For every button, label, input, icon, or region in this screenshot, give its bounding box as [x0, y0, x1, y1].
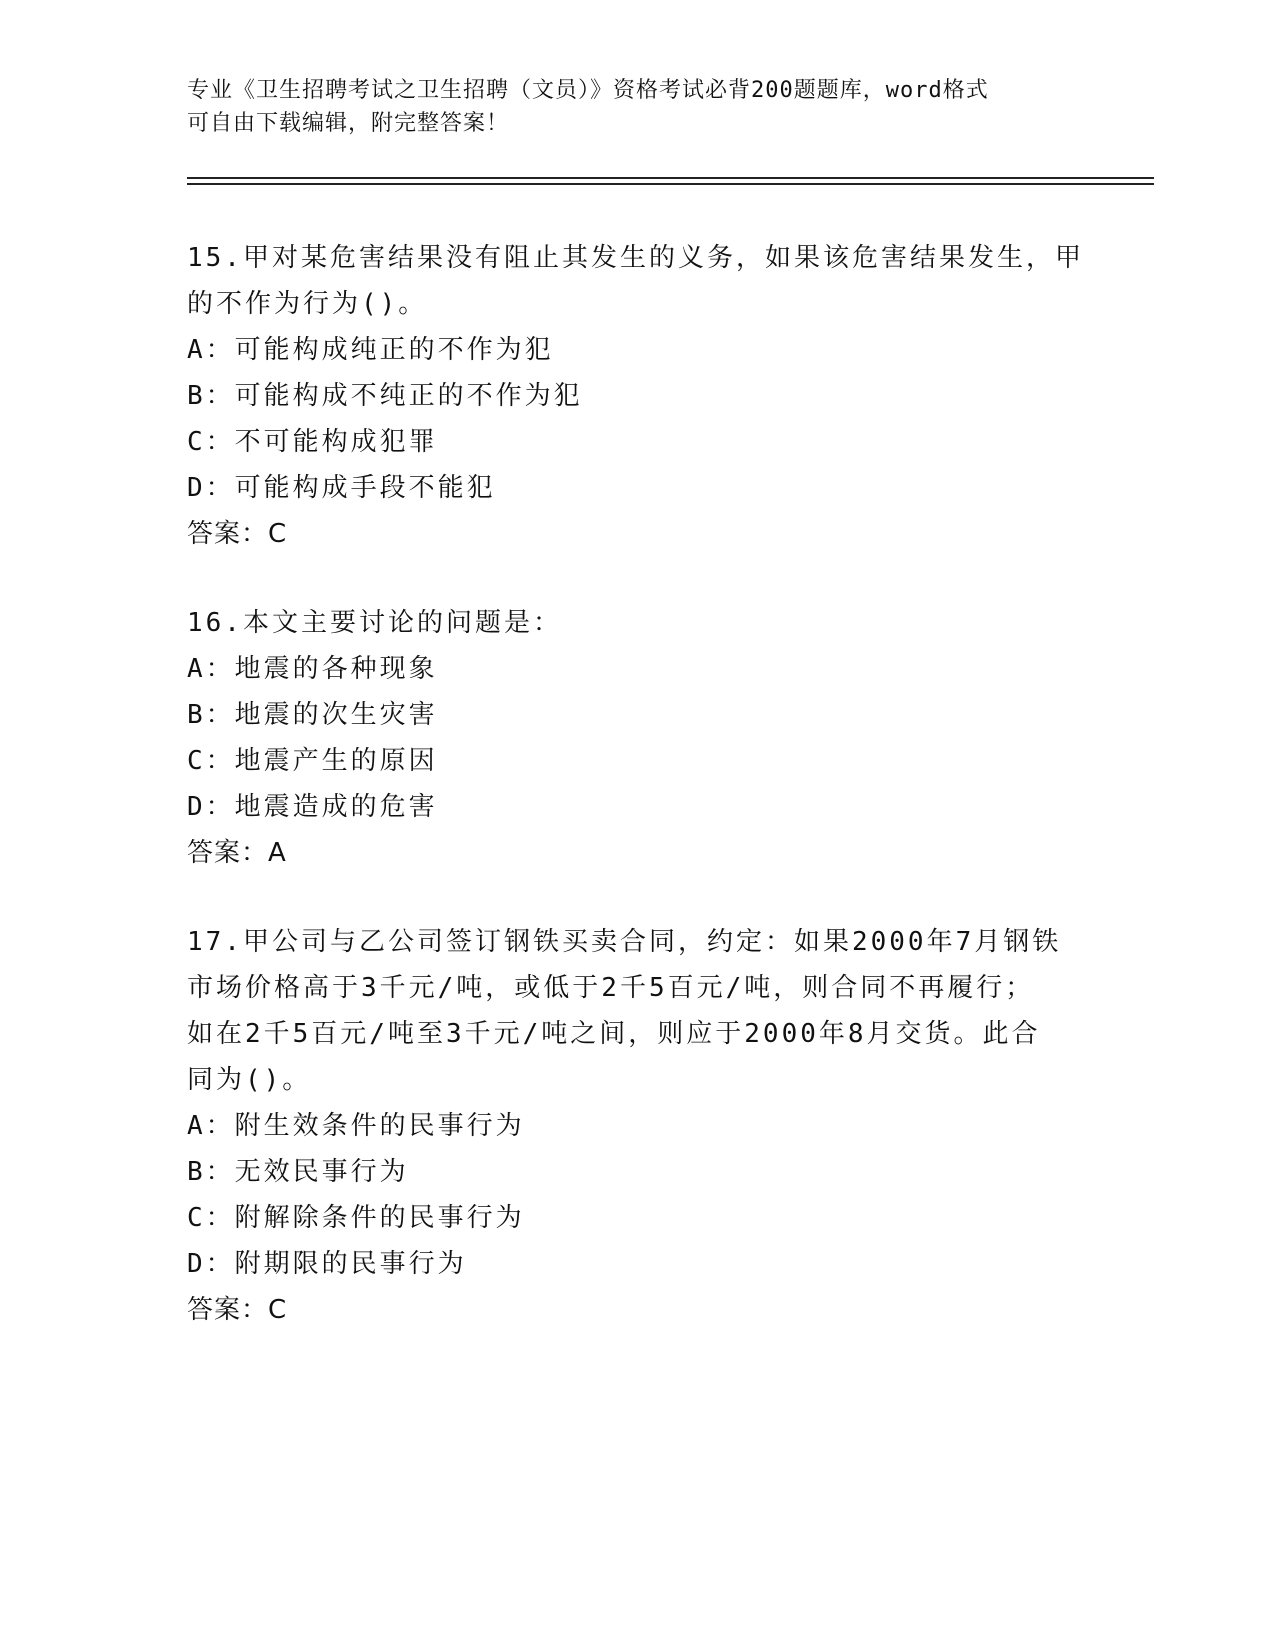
option-d: D：附期限的民事行为: [187, 1249, 467, 1279]
header-divider-top: [187, 177, 1154, 179]
answer: 答案：C: [187, 519, 288, 549]
option-a: A：附生效条件的民事行为: [187, 1111, 525, 1141]
question-stem-line: 如在2千5百元/吨至3千元/吨之间，则应于2000年8月交货。此合: [187, 1019, 1041, 1049]
option-d: D：地震造成的危害: [187, 792, 438, 822]
header-divider-bottom: [187, 183, 1154, 185]
option-b: B：可能构成不纯正的不作为犯: [187, 381, 583, 411]
option-c: C：不可能构成犯罪: [187, 427, 438, 457]
question-stem-line: 的不作为行为()。: [187, 289, 428, 319]
option-a: A：地震的各种现象: [187, 654, 438, 684]
question-stem-line: 同为()。: [187, 1065, 312, 1095]
question-stem-line: 市场价格高于3千元/吨，或低于2千5百元/吨，则合同不再履行；: [187, 973, 1035, 1003]
question-stem-line: 16.本文主要讨论的问题是：: [187, 608, 562, 638]
question-17: [187, 919, 1087, 1333]
question-list: [187, 235, 1087, 1376]
question-16: [187, 600, 1087, 876]
header-title-line-2: 可自由下载编辑，附完整答案！: [187, 111, 510, 136]
answer: 答案：C: [187, 1295, 288, 1325]
option-c: C：附解除条件的民事行为: [187, 1203, 525, 1233]
header-title-line-1: 专业《卫生招聘考试之卫生招聘（文员）》资格考试必背200题题库，word格式: [187, 78, 989, 103]
question-15: [187, 235, 1087, 557]
question-stem-line: 17.甲公司与乙公司签订钢铁买卖合同，约定：如果2000年7月钢铁: [187, 927, 1062, 957]
question-stem-line: 15.甲对某危害结果没有阻止其发生的义务，如果该危害结果发生，甲: [187, 243, 1084, 273]
option-a: A：可能构成纯正的不作为犯: [187, 335, 554, 365]
document-header: [187, 74, 1077, 140]
option-d: D：可能构成手段不能犯: [187, 473, 496, 503]
option-c: C：地震产生的原因: [187, 746, 438, 776]
answer: 答案：A: [187, 838, 287, 868]
option-b: B：无效民事行为: [187, 1157, 409, 1187]
option-b: B：地震的次生灾害: [187, 700, 438, 730]
